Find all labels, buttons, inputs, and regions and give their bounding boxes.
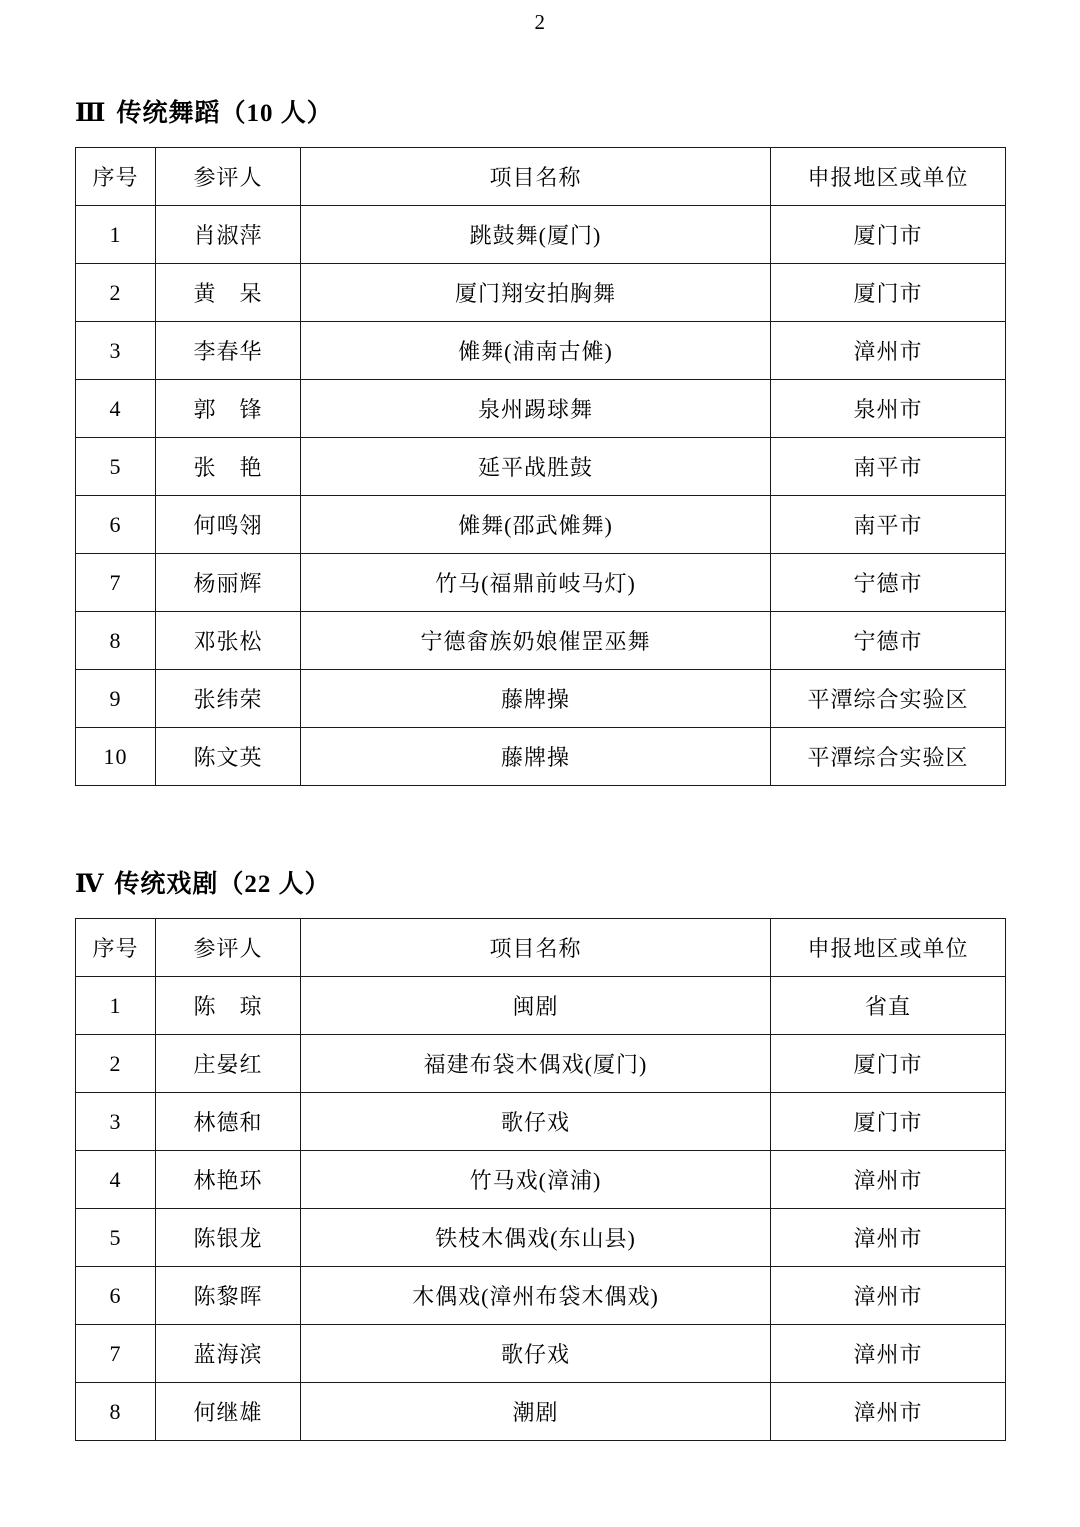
cell-region: 省直 xyxy=(771,977,1006,1035)
cell-name: 杨丽辉 xyxy=(156,554,301,612)
cell-seq: 8 xyxy=(76,1383,156,1441)
cell-seq: 3 xyxy=(76,1093,156,1151)
cell-seq: 1 xyxy=(76,206,156,264)
cell-project: 铁枝木偶戏(东山县) xyxy=(301,1209,771,1267)
cell-project: 藤牌操 xyxy=(301,728,771,786)
table-row xyxy=(76,380,1006,438)
column-header-seq: 序号 xyxy=(76,148,156,206)
cell-name: 陈银龙 xyxy=(156,1209,301,1267)
cell-name: 李春华 xyxy=(156,322,301,380)
cell-seq: 7 xyxy=(76,554,156,612)
section-title: 传统舞蹈（10 人） xyxy=(116,100,333,127)
cell-seq: 7 xyxy=(76,1325,156,1383)
table-traditional-drama xyxy=(75,918,1006,1441)
column-header-seq: 序号 xyxy=(76,919,156,977)
table-row xyxy=(76,322,1006,380)
cell-region: 南平市 xyxy=(771,438,1006,496)
table-row xyxy=(76,1093,1006,1151)
table-row xyxy=(76,206,1006,264)
column-header-name: 参评人 xyxy=(156,919,301,977)
cell-seq: 10 xyxy=(76,728,156,786)
table-row xyxy=(76,554,1006,612)
cell-region: 平潭综合实验区 xyxy=(771,670,1006,728)
cell-seq: 9 xyxy=(76,670,156,728)
cell-region: 厦门市 xyxy=(771,206,1006,264)
column-header-name: 参评人 xyxy=(156,148,301,206)
cell-region: 漳州市 xyxy=(771,1383,1006,1441)
table-row xyxy=(76,496,1006,554)
table-row xyxy=(76,1325,1006,1383)
column-header-region: 申报地区或单位 xyxy=(771,919,1006,977)
section-heading xyxy=(75,93,1005,129)
cell-project: 宁德畲族奶娘催罡巫舞 xyxy=(301,612,771,670)
section-numeral: Ⅲ xyxy=(75,100,107,127)
cell-region: 南平市 xyxy=(771,496,1006,554)
cell-seq: 2 xyxy=(76,264,156,322)
cell-seq: 4 xyxy=(76,380,156,438)
section-numeral: Ⅳ xyxy=(75,871,105,898)
table-traditional-dance xyxy=(75,147,1006,786)
page-number: 2 xyxy=(534,10,546,34)
cell-name: 陈文英 xyxy=(156,728,301,786)
cell-name: 张 艳 xyxy=(156,438,301,496)
cell-name: 陈黎晖 xyxy=(156,1267,301,1325)
table-row xyxy=(76,1151,1006,1209)
section-title: 传统戏剧（22 人） xyxy=(114,871,331,898)
cell-seq: 5 xyxy=(76,438,156,496)
cell-seq: 6 xyxy=(76,1267,156,1325)
cell-project: 竹马(福鼎前岐马灯) xyxy=(301,554,771,612)
table-row xyxy=(76,977,1006,1035)
cell-name: 陈 琼 xyxy=(156,977,301,1035)
cell-project: 竹马戏(漳浦) xyxy=(301,1151,771,1209)
cell-seq: 1 xyxy=(76,977,156,1035)
column-header-project: 项目名称 xyxy=(301,919,771,977)
cell-project: 闽剧 xyxy=(301,977,771,1035)
cell-name: 黄 呆 xyxy=(156,264,301,322)
cell-region: 漳州市 xyxy=(771,1209,1006,1267)
section-traditional-dance xyxy=(75,93,1005,786)
cell-region: 平潭综合实验区 xyxy=(771,728,1006,786)
cell-name: 蓝海滨 xyxy=(156,1325,301,1383)
cell-seq: 6 xyxy=(76,496,156,554)
cell-name: 肖淑萍 xyxy=(156,206,301,264)
table-row xyxy=(76,728,1006,786)
cell-name: 邓张松 xyxy=(156,612,301,670)
cell-project: 歌仔戏 xyxy=(301,1325,771,1383)
cell-region: 泉州市 xyxy=(771,380,1006,438)
table-header-row xyxy=(76,919,1006,977)
cell-name: 庄晏红 xyxy=(156,1035,301,1093)
cell-project: 傩舞(邵武傩舞) xyxy=(301,496,771,554)
cell-seq: 4 xyxy=(76,1151,156,1209)
cell-region: 宁德市 xyxy=(771,612,1006,670)
cell-project: 藤牌操 xyxy=(301,670,771,728)
cell-name: 何继雄 xyxy=(156,1383,301,1441)
cell-project: 傩舞(浦南古傩) xyxy=(301,322,771,380)
cell-name: 郭 锋 xyxy=(156,380,301,438)
cell-project: 跳鼓舞(厦门) xyxy=(301,206,771,264)
table-row xyxy=(76,264,1006,322)
cell-project: 厦门翔安拍胸舞 xyxy=(301,264,771,322)
cell-seq: 2 xyxy=(76,1035,156,1093)
table-row xyxy=(76,1267,1006,1325)
cell-name: 何鸣翎 xyxy=(156,496,301,554)
cell-region: 厦门市 xyxy=(771,1035,1006,1093)
cell-region: 宁德市 xyxy=(771,554,1006,612)
column-header-project: 项目名称 xyxy=(301,148,771,206)
table-row xyxy=(76,438,1006,496)
cell-region: 漳州市 xyxy=(771,1267,1006,1325)
cell-region: 漳州市 xyxy=(771,1325,1006,1383)
cell-name: 张纬荣 xyxy=(156,670,301,728)
cell-seq: 5 xyxy=(76,1209,156,1267)
cell-project: 木偶戏(漳州布袋木偶戏) xyxy=(301,1267,771,1325)
cell-name: 林艳环 xyxy=(156,1151,301,1209)
cell-project: 延平战胜鼓 xyxy=(301,438,771,496)
cell-seq: 8 xyxy=(76,612,156,670)
cell-project: 泉州踢球舞 xyxy=(301,380,771,438)
table-row xyxy=(76,1209,1006,1267)
table-row xyxy=(76,612,1006,670)
section-heading xyxy=(75,864,1005,900)
cell-region: 厦门市 xyxy=(771,1093,1006,1151)
cell-region: 漳州市 xyxy=(771,322,1006,380)
cell-project: 福建布袋木偶戏(厦门) xyxy=(301,1035,771,1093)
cell-name: 林德和 xyxy=(156,1093,301,1151)
table-row xyxy=(76,1035,1006,1093)
table-row xyxy=(76,1383,1006,1441)
table-row xyxy=(76,670,1006,728)
column-header-region: 申报地区或单位 xyxy=(771,148,1006,206)
section-traditional-drama xyxy=(75,864,1005,1441)
cell-region: 厦门市 xyxy=(771,264,1006,322)
cell-project: 歌仔戏 xyxy=(301,1093,771,1151)
cell-seq: 3 xyxy=(76,322,156,380)
cell-project: 潮剧 xyxy=(301,1383,771,1441)
table-header-row xyxy=(76,148,1006,206)
cell-region: 漳州市 xyxy=(771,1151,1006,1209)
